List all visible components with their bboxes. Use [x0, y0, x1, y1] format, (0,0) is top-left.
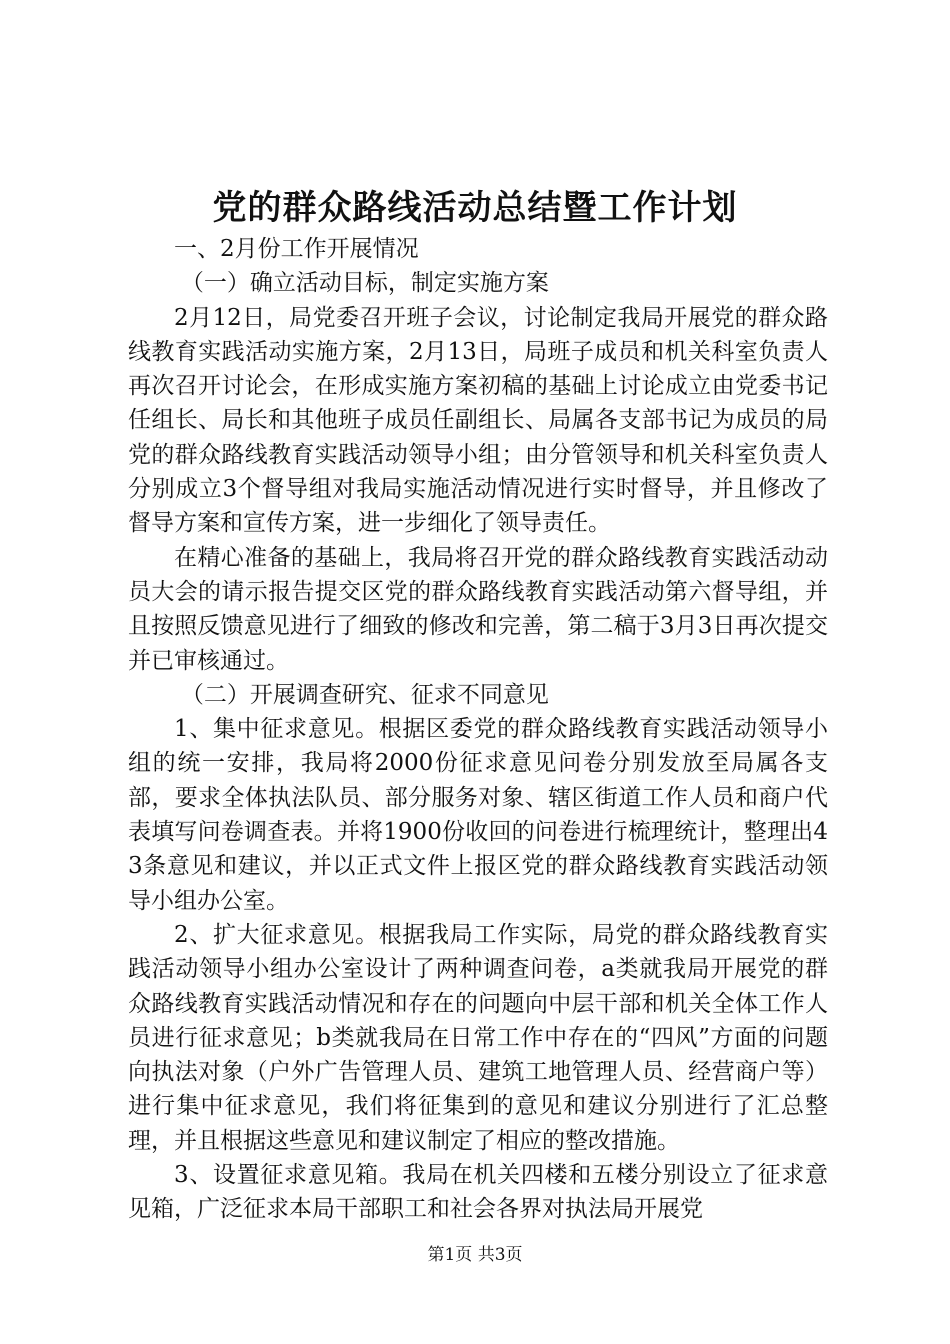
- paragraph-4: 2、扩大征求意见。根据我局工作实际，局党的群众路线教育实践活动领导小组办公室设计了两种调查问卷，a类就我局开展党的群众路线教育实践活动情况和存在的问题向中层干部和机关全体工作人员进行征求意见；b类就我局在日常工作中存在的“四风”方面的问题向执法对象（户外广告管理人员、建筑工地管理人员、经营商户等）进行集中征求意见，我们将征集到的意见和建议分别进行了汇总整理，并且根据这些意见和建议制定了相应的整改措施。: [128, 921, 828, 1154]
- paragraph-2: 在精心准备的基础上，我局将召开党的群众路线教育实践活动动员大会的请示报告提交区党的群众路线教育实践活动第六督导组，并且按照反馈意见进行了细致的修改和完善，第二稿于3月3日再次提交并已审核通过。: [128, 544, 828, 674]
- paragraph-5: 3、设置征求意见箱。我局在机关四楼和五楼分别设立了征求意见箱，广泛征求本局干部职工和社会各界对执法局开展党: [128, 1162, 828, 1223]
- subsection-heading-2: （二）开展调查研究、征求不同意见: [180, 681, 549, 708]
- document-body: [128, 232, 828, 1227]
- paragraph-1: 2月12日，局党委召开班子会议，讨论制定我局开展党的群众路线教育实践活动实施方案，2月13日，局班子成员和机关科室负责人再次召开讨论会，在形成实施方案初稿的基础上讨论成立由党委书记任组长、局长和其他班子成员任副组长、局属各支部书记为成员的局党的群众路线教育实践活动领导小组；由分管领导和机关科室负责人分别成立3个督导组对我局实施活动情况进行实时督导，并且修改了督导方案和宣传方案，进一步细化了领导责任。: [128, 304, 828, 537]
- section-heading-1: 一、2月份工作开展情况: [174, 236, 419, 262]
- subsection-heading-1: （一）确立活动目标，制定实施方案: [180, 270, 549, 297]
- document-title: 党的群众路线活动总结暨工作计划: [212, 188, 738, 228]
- paragraph-3: 1、集中征求意见。根据区委党的群众路线教育实践活动领导小组的统一安排，我局将2000份征求意见问卷分别发放至局属各支部，要求全体执法队员、部分服务对象、辖区街道工作人员和商户代表填写问卷调查表。并将1900份收回的问卷进行梳理统计，整理出43条意见和建议，并以正式文件上报区党的群众路线教育实践活动领导小组办公室。: [128, 716, 828, 914]
- page-footer: 第1页 共3页: [427, 1245, 523, 1265]
